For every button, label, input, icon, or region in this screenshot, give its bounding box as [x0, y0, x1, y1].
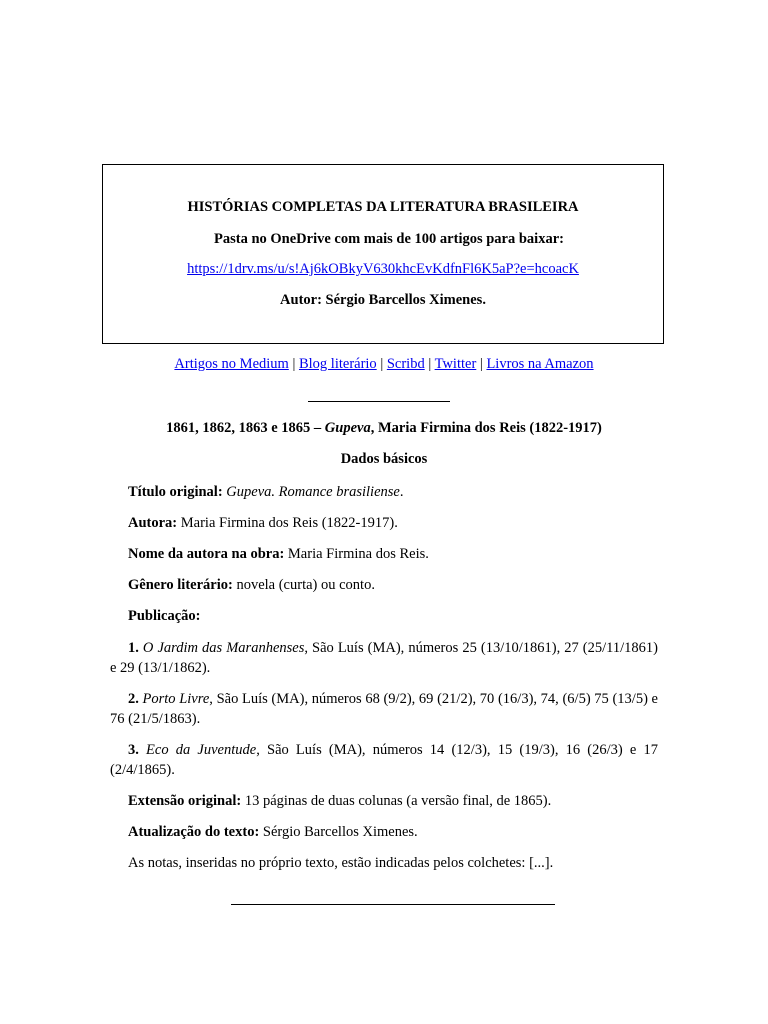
article-heading — [0, 420, 768, 437]
publication-item — [110, 740, 658, 780]
field-extensao — [128, 791, 676, 811]
separator: | — [428, 356, 432, 372]
publication-item — [110, 638, 658, 678]
field-punct: . — [399, 484, 404, 500]
header-author: Autor: Sérgio Barcellos Ximenes. — [280, 292, 486, 308]
field-nome — [128, 544, 676, 564]
header-box — [102, 164, 664, 344]
heading-author: , Maria Firmina dos Reis (1822-1917) — [370, 420, 602, 436]
field-titulo — [128, 482, 676, 502]
header-link-row — [103, 261, 663, 278]
divider-short — [308, 401, 450, 402]
header-subtitle: Pasta no OneDrive com mais de 100 artigos para baixar: — [214, 231, 564, 247]
field-genero — [128, 575, 676, 595]
field-label: Gênero literário: — [128, 577, 233, 593]
publication-item — [110, 689, 658, 729]
publication-title: Eco da Juventude — [146, 742, 257, 758]
separator: | — [380, 356, 384, 372]
section-title: Dados básicos — [340, 451, 428, 467]
field-value: Maria Firmina dos Reis. — [284, 546, 429, 562]
field-label: Extensão original: — [128, 793, 242, 809]
separator: | — [479, 356, 483, 372]
publication-title: O Jardim das Maranhenses — [142, 640, 305, 656]
link-medium[interactable]: Artigos no Medium — [174, 356, 289, 372]
link-amazon[interactable]: Livros na Amazon — [486, 356, 594, 372]
publication-number: 1. — [128, 640, 139, 656]
notes-paragraph: As notas, inseridas no próprio texto, estão indicadas pelos colchetes: [...]. — [128, 855, 554, 871]
field-label: Publicação: — [128, 608, 201, 624]
field-label: Autora: — [128, 515, 178, 531]
field-value: novela (curta) ou conto. — [232, 577, 375, 593]
link-twitter[interactable]: Twitter — [434, 356, 477, 372]
separator: | — [292, 356, 296, 372]
publication-details: , São Luís (MA), números 25 (13/10/1861), 27 (25/11/1861) e 29 (13/1/1862). — [110, 640, 658, 676]
field-label: Atualização do texto: — [128, 824, 260, 840]
field-atualizacao — [128, 822, 676, 842]
link-blog[interactable]: Blog literário — [298, 356, 377, 372]
field-value: Maria Firmina dos Reis (1822-1917). — [177, 515, 398, 531]
links-bar — [0, 356, 768, 373]
heading-work: Gupeva — [324, 420, 371, 436]
publication-number: 3. — [128, 742, 139, 758]
field-publicacao — [128, 606, 676, 626]
onedrive-link[interactable]: https://1drv.ms/u/s!Aj6kOBkyV630khcEvKdfnFl6K5aP?e=hcoacK — [187, 261, 579, 277]
publication-details: , São Luís (MA), números 68 (9/2), 69 (21/2), 70 (16/3), 74, (6/5) 75 (13/5) e 76 (21/5/1863). — [110, 691, 658, 727]
link-scribd[interactable]: Scribd — [386, 356, 425, 372]
publication-number: 2. — [128, 691, 139, 707]
publication-details: , São Luís (MA), números 14 (12/3), 15 (19/3), 16 (26/3) e 17 (2/4/1865). — [110, 742, 658, 778]
heading-years: 1861, 1862, 1863 e 1865 – — [166, 420, 325, 436]
publication-title: Porto Livre — [142, 691, 210, 707]
field-value: Sérgio Barcellos Ximenes. — [259, 824, 418, 840]
field-value: 13 páginas de duas colunas (a versão final, de 1865). — [241, 793, 552, 809]
field-label: Nome da autora na obra: — [128, 546, 285, 562]
divider-long — [231, 904, 555, 905]
header-title: HISTÓRIAS COMPLETAS DA LITERATURA BRASILEIRA — [187, 199, 579, 215]
field-autora — [128, 513, 676, 533]
field-label: Título original: — [128, 484, 223, 500]
field-value: Gupeva. Romance brasiliense — [226, 484, 400, 500]
